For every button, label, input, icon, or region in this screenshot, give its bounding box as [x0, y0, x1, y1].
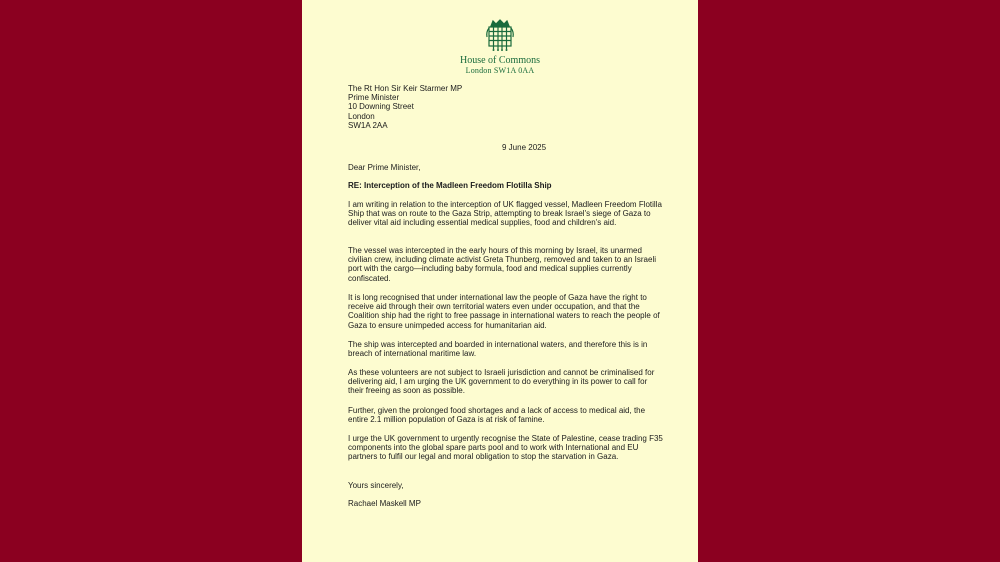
body-paragraph: It is long recognised that under international law the people of Gaza have the right to receive aid through their own territorial waters even under occupation, and that the Coalition ship had the right to free passage in international waters to reach the people of Gaza to ensure unimpeded access for humanitarian aid. — [348, 293, 660, 330]
body-paragraph: The ship was intercepted and boarded in international waters, and therefore this is in breach of international maritime law. — [348, 340, 648, 359]
body-paragraph: Further, given the prolonged food shortages and a lack of access to medical aid, the entire 2.1 million population of Gaza is at risk of famine. — [348, 406, 646, 425]
letter-date: 9 June 2025 — [502, 143, 547, 152]
recipient-line: London — [348, 111, 375, 121]
salutation: Dear Prime Minister, — [348, 163, 421, 172]
body-paragraph: I am writing in relation to the interception of UK flagged vessel, Madleen Freedom Flotilla Ship that was on route to the Gaza Strip, attempting to break Israel's siege of Gaza to deliver vital aid including essential medical supplies, food and children's aid. — [348, 200, 662, 228]
body-paragraph: As these volunteers are not subject to Israeli jurisdiction and cannot be criminalised for delivering aid, I am urging the UK government to do everything in its power to call for their freeing as soon as possible. — [348, 368, 655, 396]
letterhead-name: House of Commons — [460, 55, 540, 66]
body-paragraph: The vessel was intercepted in the early hours of this morning by Israel, its unarmed civilian crew, including climate activist Greta Thunberg, removed and taken to an Israeli port with the cargo—including baby formula, food and medical supplies currently confiscated. — [348, 246, 657, 283]
recipient-line: The Rt Hon Sir Keir Starmer MP — [348, 84, 463, 93]
letter-page — [302, 0, 698, 562]
letterhead-address: London SW1A 0AA — [465, 66, 535, 75]
signature: Rachael Maskell MP — [348, 499, 421, 508]
closing: Yours sincerely, — [348, 481, 404, 490]
subject-line: RE: Interception of the Madleen Freedom Flotilla Ship — [348, 181, 552, 190]
recipient-address — [348, 84, 664, 130]
recipient-line: Prime Minister — [348, 93, 400, 103]
recipient-line: SW1A 2AA — [348, 120, 388, 130]
body-paragraph: I urge the UK government to urgently recognise the State of Palestine, cease trading F35 components into the global spare parts pool and to work with International and EU partners to fulfil our legal and moral obligation to stop the starvation in Gaza. — [348, 434, 663, 462]
portcullis-icon — [485, 19, 515, 53]
recipient-line: 10 Downing Street — [348, 102, 414, 112]
